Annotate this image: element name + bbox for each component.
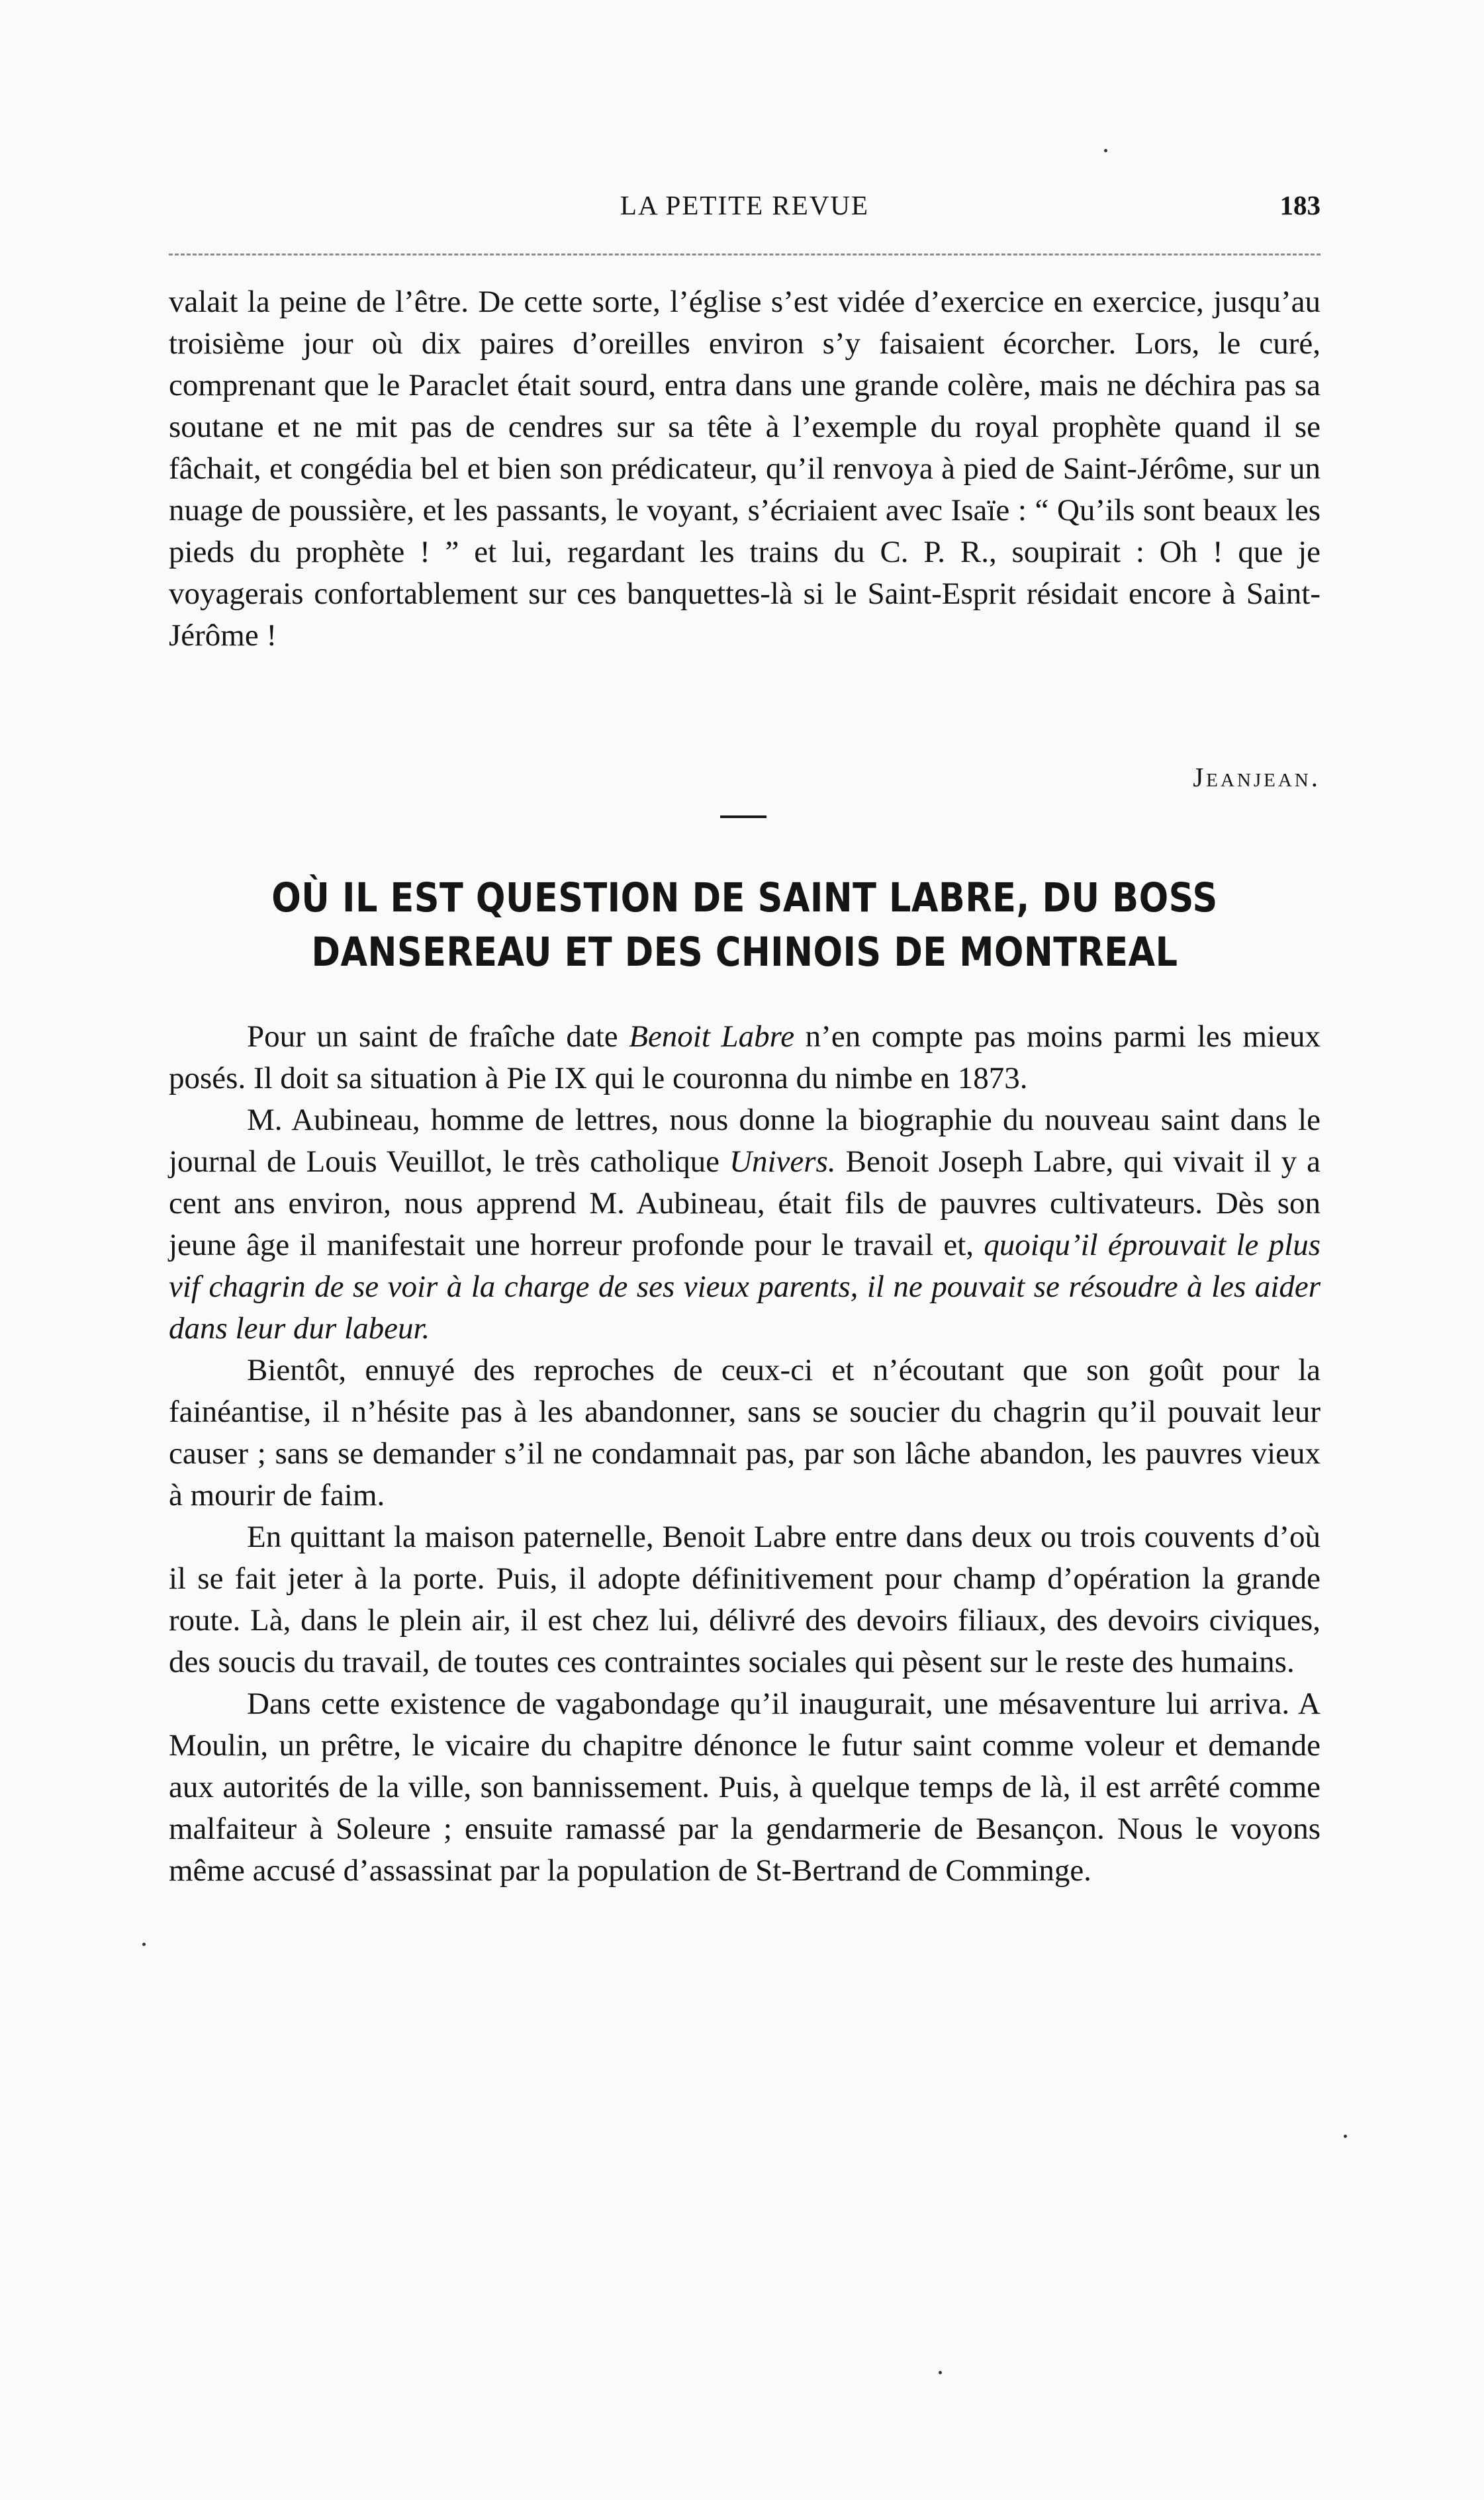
paragraph-2-text-a: M. Aubineau, homme de lettres, nous donne la biographie du nouveau saint dans le journal de Louis Veuillot, le très catholique (169, 1103, 1321, 1179)
paragraph-1-text-a: Pour un saint de fraîche date (247, 1019, 629, 1054)
paragraph-3: Bientôt, ennuyé des reproches de ceux-ci et n’écoutant que son goût pour la fainéantise, il n’hésite pas à les abandonner, sans se soucier du chagrin qu’il pouvait leur causer ; sans se demander s’il ne condamnait pas, par son lâche abandon, les pauvres vieux à mourir de faim. (169, 1353, 1321, 1512)
article-body (169, 1016, 1321, 1892)
running-title: LA PETITE REVUE (620, 190, 870, 220)
section-divider (720, 815, 766, 818)
header-rule (169, 254, 1321, 255)
article-title-line-1: OÙ IL EST QUESTION DE SAINT LABRE, DU BOSS (271, 874, 1218, 921)
ink-speck (142, 1943, 146, 1946)
previous-article-ending (169, 281, 1321, 657)
paragraph-2-text-b: Benoit Joseph Labre, qui vivait il y a cent ans environ, nous apprend M. Aubineau, était fils de pauvres cultivateurs. Dès son jeune âge il manifestait une horreur profonde pour le travail et, (169, 1144, 1321, 1262)
paragraph-4: En quittant la maison paternelle, Benoit Labre entre dans deux ou trois couvents d’où il se fait jeter à la porte. Puis, il adopte définitivement pour champ d’opération la grande route. Là, dans le plein air, il est chez lui, délivré des devoirs filiaux, des devoirs civiques, des soucis du travail, de toutes ces contraintes sociales qui pèsent sur le reste des humains. (169, 1520, 1321, 1679)
paragraph-1 (169, 1016, 1321, 1099)
ink-speck (1344, 2135, 1347, 2138)
ink-speck (1104, 149, 1107, 152)
page-number: 183 (1279, 190, 1321, 220)
paragraph-1-text-b: n’en compte pas moins parmi les mieux posés. Il doit sa situation à Pie IX qui le couronna du nimbe en 1873. (169, 1019, 1321, 1095)
paragraph-5: Dans cette existence de vagabondage qu’il inaugurait, une mésaventure lui arriva. A Moulin, un prêtre, le vicaire du chapitre dénonce le futur saint comme voleur et demande aux autorités de la ville, son bannissement. Puis, à quelque temps de là, il est arrêté comme malfaiteur à Soleure ; ensuite ramassé par la gendarmerie de Besançon. Nous le voyons même accusé d’assassinat par la population de St-Bertrand de Comminge. (169, 1687, 1321, 1888)
previous-article-paragraph: valait la peine de l’être. De cette sorte, l’église s’est vidée d’exercice en exercice, jusqu’au troisième jour où dix paires d’oreilles environ s’y faisaient écorcher. Lors, le curé, comprenant que le Paraclet était sourd, entra dans une grande colère, mais ne déchira pas sa soutane et ne mit pas de cendres sur sa tête à l’exemple du royal prophète quand il se fâchait, et congédia bel et bien son prédicateur, qu’il renvoya à pied de Saint-Jérôme, sur un nuage de poussière, et les passants, le voyant, s’écriaient avec Isaïe : “ Qu’ils sont beaux les pieds du prophète ! ” et lui, regardant les trains du C. P. R., soupirait : Oh ! que je voyagerais confortablement sur ces banquettes-là si le Saint-Esprit résidait encore à Saint-Jérôme ! (169, 285, 1321, 653)
paragraph-2-italic-2: quoiqu’il éprouvait le plus vif chagrin de se voir à la charge de ses vieux parents, il ne pouvait se résoudre à les aider dans leur dur labeur. (169, 1228, 1321, 1346)
page-header (169, 189, 1321, 229)
paragraph-2-italic-1: Univers. (729, 1144, 836, 1179)
ink-speck (939, 2371, 942, 2374)
paragraph-2 (169, 1099, 1321, 1350)
author-signature: Jeanjean. (1193, 762, 1321, 792)
paragraph-1-italic: Benoit Labre (629, 1019, 795, 1054)
article-title-line-2: DANSEREAU ET DES CHINOIS DE MONTREAL (311, 929, 1178, 976)
article-title (250, 871, 1240, 980)
